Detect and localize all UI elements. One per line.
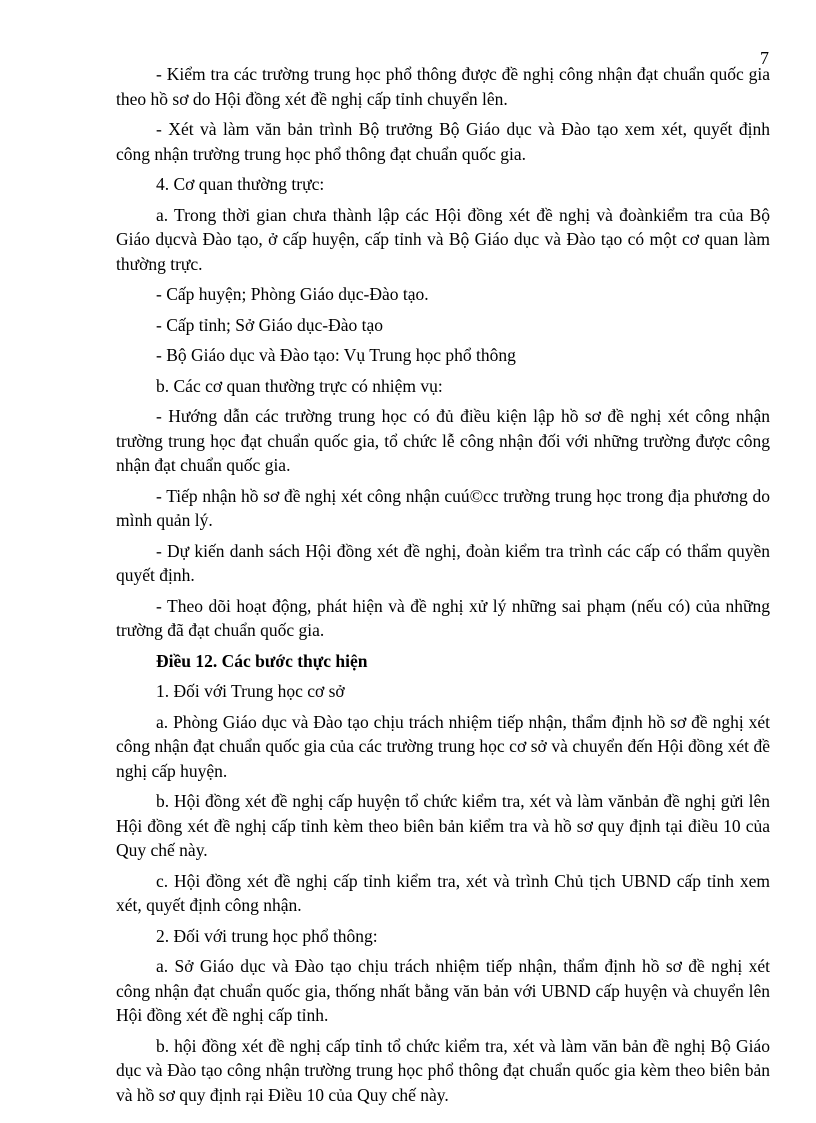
section-heading: Điều 12. Các bước thực hiện <box>156 650 368 671</box>
paragraph: - Cấp huyện; Phòng Giáo dục-Đào tạo. <box>156 284 429 304</box>
paragraph: a. Phòng Giáo dục và Đào tạo chịu trách nhiệm tiếp nhận, thẩm định hồ sơ đề nghị xét công nhận đạt chuẩn quốc gia của các trường trung học cơ sở và chuyển đến Hội đồng xét đề nghị cấp huyện. <box>116 711 770 781</box>
paragraph: 2. Đối với trung học phổ thông: <box>156 925 378 946</box>
paragraph: - Kiểm tra các trường trung học phổ thông được đề nghị công nhận đạt chuẩn quốc gia theo hồ sơ do Hội đồng xét đề nghị cấp tỉnh chuyển lên. <box>116 64 770 109</box>
paragraph: - Theo dõi hoạt động, phát hiện và đề nghị xử lý những sai phạm (nếu có) của những trường đã đạt chuẩn quốc gia. <box>116 595 770 640</box>
paragraph: b. Các cơ quan thường trực có nhiệm vụ: <box>156 375 443 396</box>
page-number: 7 <box>760 48 769 68</box>
paragraph: - Tiếp nhận hồ sơ đề nghị xét công nhận cuú©cc trường trung học trong địa phương do mình quản lý. <box>116 485 770 530</box>
paragraph: 4. Cơ quan thường trực: <box>156 174 325 194</box>
paragraph: b. hội đồng xét đề nghị cấp tỉnh tổ chức kiểm tra, xét và làm văn bản đề nghị Bộ Giáo dục và Đào tạo công nhận trường trung học phổ thông đạt chuẩn quốc gia kèm theo biên bản và hồ sơ quy định rại Điều 10 của Quy chế này. <box>116 1035 770 1105</box>
paragraph: c. Hội đồng xét đề nghị cấp tỉnh kiểm tra, xét và trình Chủ tịch UBND cấp tỉnh xem xét, quyết định công nhận. <box>116 870 770 915</box>
paragraph: b. Hội đồng xét đề nghị cấp huyện tổ chức kiểm tra, xét và làm vănbản đề nghị gửi lên Hội đồng xét đề nghị cấp tỉnh kèm theo biên bản kiểm tra và hồ sơ quy định tại điều 10 của Quy chế này. <box>116 791 770 860</box>
paragraph: - Dự kiến danh sách Hội đồng xét đề nghị, đoàn kiểm tra trình các cấp có thẩm quyền quyết định. <box>116 540 770 585</box>
paragraph: - Bộ Giáo dục và Đào tạo: Vụ Trung học phổ thông <box>156 345 516 365</box>
paragraph: - Xét và làm văn bản trình Bộ trưởng Bộ Giáo dục và Đào tạo xem xét, quyết định công nhận trường trung học phổ thông đạt chuẩn quốc gia. <box>116 119 770 164</box>
document-body <box>116 62 770 1113</box>
paragraph: a. Sở Giáo dục và Đào tạo chịu trách nhiệm tiếp nhận, thẩm định hồ sơ đề nghị xét công nhận đạt chuẩn quốc gia, thống nhất bằng văn bản với UBND cấp huyện và chuyển lên Hội đồng xét đề nghị cấp tỉnh. <box>116 956 770 1025</box>
paragraph: - Cấp tỉnh; Sở Giáo dục-Đào tạo <box>156 314 383 335</box>
paragraph: 1. Đối với Trung học cơ sở <box>156 681 345 701</box>
paragraph: - Hướng dẫn các trường trung học có đủ điều kiện lập hồ sơ đề nghị xét công nhận trường trung học đạt chuẩn quốc gia, tổ chức lễ công nhận đối với những trường được công nhận đạt chuẩn quốc gia. <box>116 406 770 475</box>
paragraph: a. Trong thời gian chưa thành lập các Hội đồng xét đề nghị và đoànkiểm tra của Bộ Giáo dụcvà Đào tạo, ở cấp huyện, cấp tỉnh và Bộ Giáo dục và Đào tạo có một cơ quan làm thường trực. <box>116 204 770 274</box>
